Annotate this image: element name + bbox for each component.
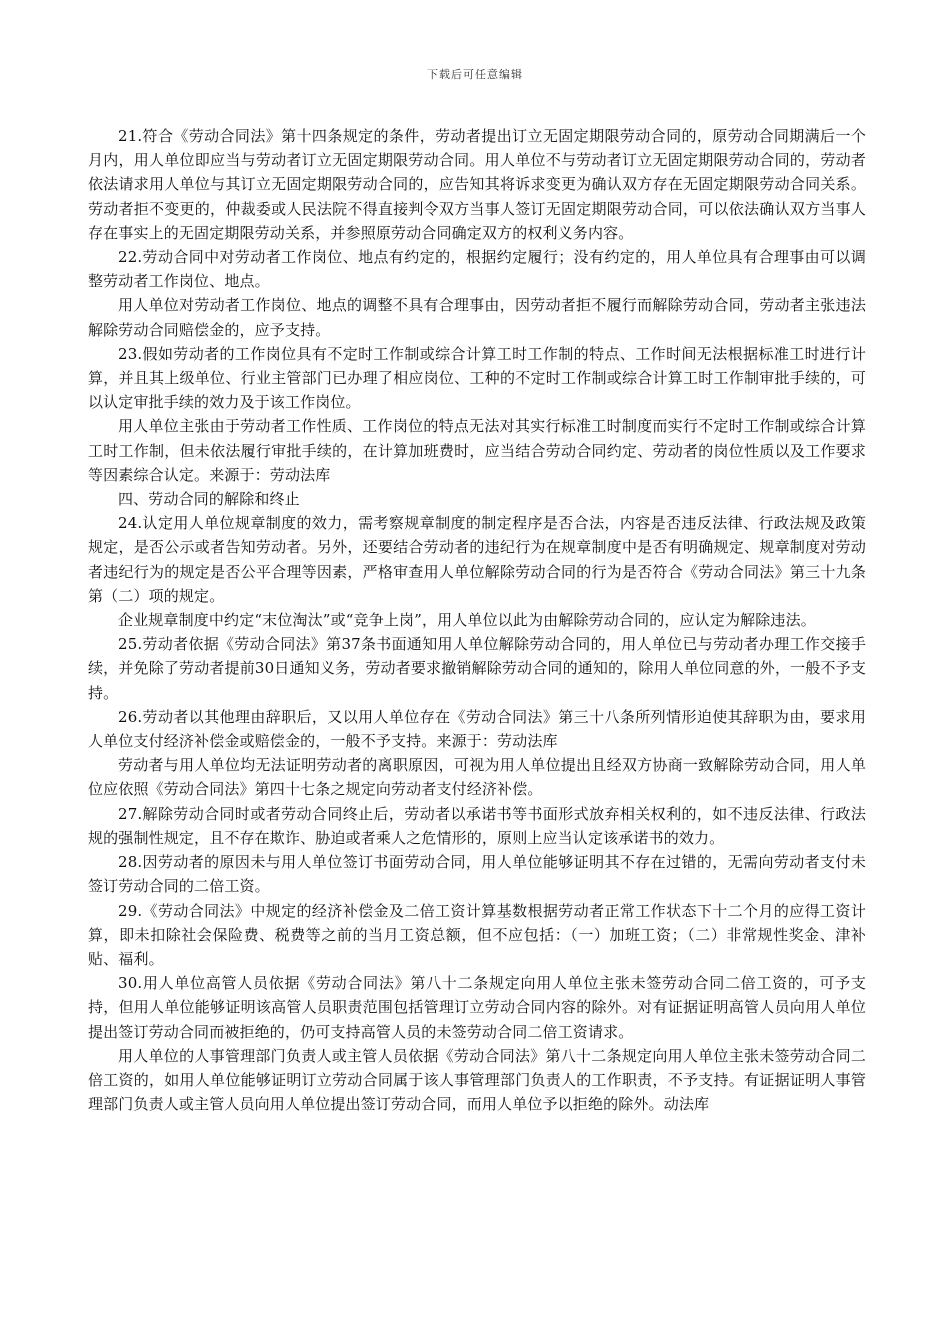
page-header-note: 下载后可任意编辑 xyxy=(427,68,523,81)
paragraph-26-note: 劳动者与用人单位均无法证明劳动者的离职原因，可视为用人单位提出且经双方协商一致解除劳动合同，用人单位应依照《劳动合同法》第四十七条之规定向劳动者支付经济补偿。 xyxy=(88,756,866,799)
paragraph-29: 29.《劳动合同法》中规定的经济补偿金及二倍工资计算基数根据劳动者正常工作状态下十二个月的应得工资计算，即未扣除社会保险费、税费等之前的当月工资总额，但不应包括：（一）加班工资；（二）非常规性奖金、津补贴、福利。 xyxy=(88,901,866,968)
paragraph-28: 28.因劳动者的原因未与用人单位签订书面劳动合同，用人单位能够证明其不存在过错的，无需向劳动者支付未签订劳动合同的二倍工资。 xyxy=(88,853,866,896)
paragraph-21: 21.符合《劳动合同法》第十四条规定的条件，劳动者提出订立无固定期限劳动合同的，原劳动合同期满后一个月内，用人单位即应当与劳动者订立无固定期限劳动合同。用人单位不与劳动者订立无固定期限劳动合同的，劳动者依法请求用人单位与其订立无固定期限劳动合同的，应告知其将诉求变更为确认双方存在无固定期限劳动合同关系。劳动者拒不变更的，仲裁委或人民法院不得直接判令双方当事人签订无固定期限劳动合同，可以依法确认双方当事人存在事实上的无固定期限劳动关系，并参照原劳动合同确定双方的权利义务内容。 xyxy=(88,127,866,242)
paragraph-23-note: 用人单位主张由于劳动者工作性质、工作岗位的特点无法对其实行标准工时制度而实行不定时工作制或综合计算工时工作制，但未依法履行审批手续的，在计算加班费时，应当结合劳动合同约定、劳动者的岗位性质以及工作要求等因素综合认定。来源于：劳动法库 xyxy=(88,417,866,484)
document-body xyxy=(88,124,866,1116)
paragraph-23: 23.假如劳动者的工作岗位具有不定时工作制或综合计算工时工作制的特点、工作时间无法根据标准工时进行计算，并且其上级单位、行业主管部门已办理了相应岗位、工种的不定时工作制或综合计算工时工作制审批手续的，可以认定审批手续的效力及于该工作岗位。 xyxy=(88,344,866,412)
paragraph-22-note: 用人单位对劳动者工作岗位、地点的调整不具有合理事由，因劳动者拒不履行而解除劳动合同，劳动者主张违法解除劳动合同赔偿金的，应予支持。 xyxy=(88,296,866,339)
paragraph-24: 24.认定用人单位规章制度的效力，需考察规章制度的制定程序是否合法，内容是否违反法律、行政法规及政策规定，是否公示或者告知劳动者。另外，还要结合劳动者的违纪行为在规章制度中是否有明确规定、规章制度对劳动者违纪行为的规定是否公平合理等因素，严格审查用人单位解除劳动合同的行为是否符合《劳动合同法》第三十九条第（二）项的规定。 xyxy=(88,514,866,605)
paragraph-26: 26.劳动者以其他理由辞职后，又以用人单位存在《劳动合同法》第三十八条所列情形迫使其辞职为由，要求用人单位支付经济补偿金或赔偿金的，一般不予支持。来源于：劳动法库 xyxy=(88,707,866,751)
paragraph-30-note: 用人单位的人事管理部门负责人或主管人员依据《劳动合同法》第八十二条规定向用人单位主张未签劳动合同二倍工资的，如用人单位能够证明订立劳动合同属于该人事管理部门负责人的工作职责，不予支持。有证据证明人事管理部门负责人或主管人员向用人单位提出签订劳动合同，而用人单位予以拒绝的除外。动法库 xyxy=(88,1046,866,1114)
paragraph-27: 27.解除劳动合同时或者劳动合同终止后，劳动者以承诺书等书面形式放弃相关权利的，如不违反法律、行政法规的强制性规定，且不存在欺诈、胁迫或者乘人之危情形的，原则上应当认定该承诺书的效力。 xyxy=(88,804,866,847)
section-heading: 四、劳动合同的解除和终止 xyxy=(118,490,300,509)
paragraph-24-note: 企业规章制度中约定“末位淘汰”或“竞争上岗”，用人单位以此为由解除劳动合同的，应认定为解除违法。 xyxy=(118,611,816,630)
paragraph-22: 22.劳动合同中对劳动者工作岗位、地点有约定的，根据约定履行；没有约定的，用人单位具有合理事由可以调整劳动者工作岗位、地点。 xyxy=(88,248,866,291)
paragraph-25: 25.劳动者依据《劳动合同法》第37条书面通知用人单位解除劳动合同的，用人单位已与劳动者办理工作交接手续，并免除了劳动者提前30日通知义务，劳动者要求撤销解除劳动合同的通知的，除用人单位同意的外，一般不予支持。 xyxy=(88,635,866,702)
paragraph-30: 30.用人单位高管人员依据《劳动合同法》第八十二条规定向用人单位主张未签劳动合同二倍工资的，可予支持，但用人单位能够证明该高管人员职责范围包括管理订立劳动合同内容的除外。对有证据证明高管人员向用人单位提出签订劳动合同而被拒绝的，仍可支持高管人员的未签劳动合同二倍工资请求。 xyxy=(88,974,866,1041)
